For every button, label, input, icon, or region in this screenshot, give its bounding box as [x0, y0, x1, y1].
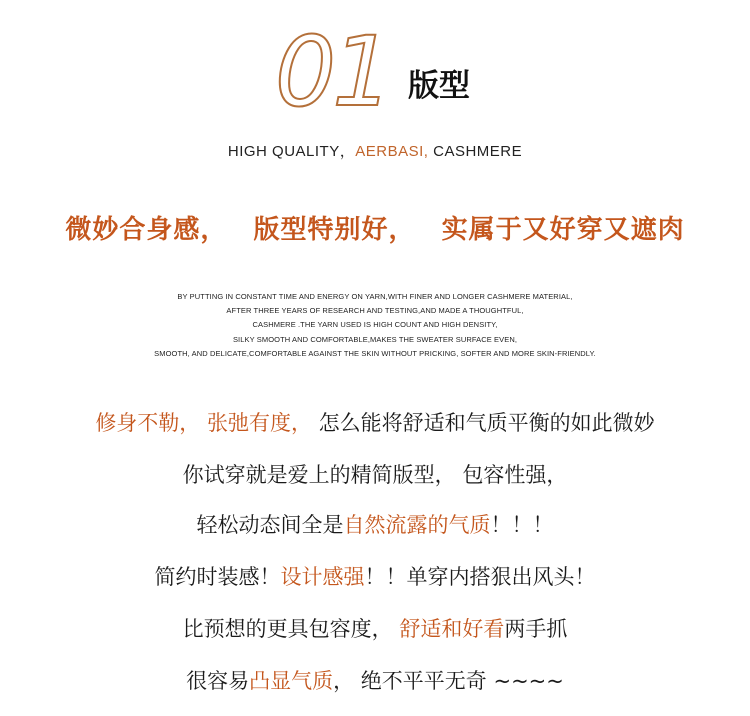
fine-print — [0, 290, 750, 362]
fine-print-line: SILKY SMOOTH AND COMFORTABLE,MAKES THE SWEATER SURFACE EVEN, — [232, 334, 518, 344]
line-4-text-b: ！！单穿内搭狠出风头！ — [364, 565, 596, 589]
brand-subtitle — [0, 140, 750, 164]
line-3-text-a: 轻松动态间全是 — [196, 513, 344, 537]
line-1-highlight: 修身不勒， 张弛有度， — [95, 411, 312, 435]
line-6-highlight: 凸显气质 — [249, 669, 334, 693]
subtitle-quality: HIGH QUALITY， — [227, 143, 356, 160]
section-title: 版型 — [408, 68, 470, 104]
fine-print-line: CASHMERE .THE YARN USED IS HIGH COUNT AND HIGH DENSITY, — [252, 320, 498, 330]
subtitle-brand: AERBASI, — [355, 143, 429, 160]
description-line-5 — [0, 612, 750, 646]
line-6-text-a: 很容易 — [186, 669, 250, 693]
line-5-highlight: 舒适和好看 — [399, 617, 505, 641]
description-line-3 — [0, 508, 750, 542]
subtitle-material: CASHMERE — [428, 143, 523, 160]
tagline-part-3: 实属于又好穿又遮肉 — [441, 215, 685, 245]
line-5-text-a: 比预想的更具包容度， — [182, 617, 400, 641]
description-line-6 — [0, 664, 750, 698]
description-line-1 — [0, 406, 750, 440]
line-4-highlight: 设计感强 — [280, 565, 365, 589]
section-header — [0, 16, 750, 128]
line-3-highlight: 自然流露的气质 — [343, 513, 491, 537]
fine-print-line: BY PUTTING IN CONSTANT TIME AND ENERGY ON YARN,WITH FINER AND LONGER CASHMERE MATERIAL, — [177, 292, 573, 301]
description-line-2 — [0, 458, 750, 492]
line-6-text-b: ， 绝不平平无奇 ~~~~ — [333, 669, 564, 693]
description-line-4 — [0, 560, 750, 594]
section-number: 01 — [275, 16, 390, 128]
tagline — [0, 210, 750, 250]
line-5-text-b: 两手抓 — [504, 617, 568, 641]
line-2-text: 你试穿就是爱上的精简版型， 包容性强， — [182, 463, 568, 487]
tagline-part-1: 微妙合身感， — [65, 215, 228, 245]
line-3-text-b: ！！！ — [490, 513, 554, 537]
line-4-text-a: 简约时装感！ — [154, 565, 281, 589]
fine-print-line: AFTER THREE YEARS OF RESEARCH AND TESTING,AND MADE A THOUGHTFUL, — [226, 306, 524, 316]
fine-print-line: SMOOTH, AND DELICATE,COMFORTABLE AGAINST THE SKIN WITHOUT PRICKING, SOFTER AND MORE SKIN-FRIENDLY. — [154, 348, 596, 358]
tagline-part-2: 版型特别好， — [253, 215, 416, 245]
line-1-text: 怎么能将舒适和气质平衡的如此微妙 — [312, 411, 655, 435]
section-header-inner — [275, 16, 515, 128]
